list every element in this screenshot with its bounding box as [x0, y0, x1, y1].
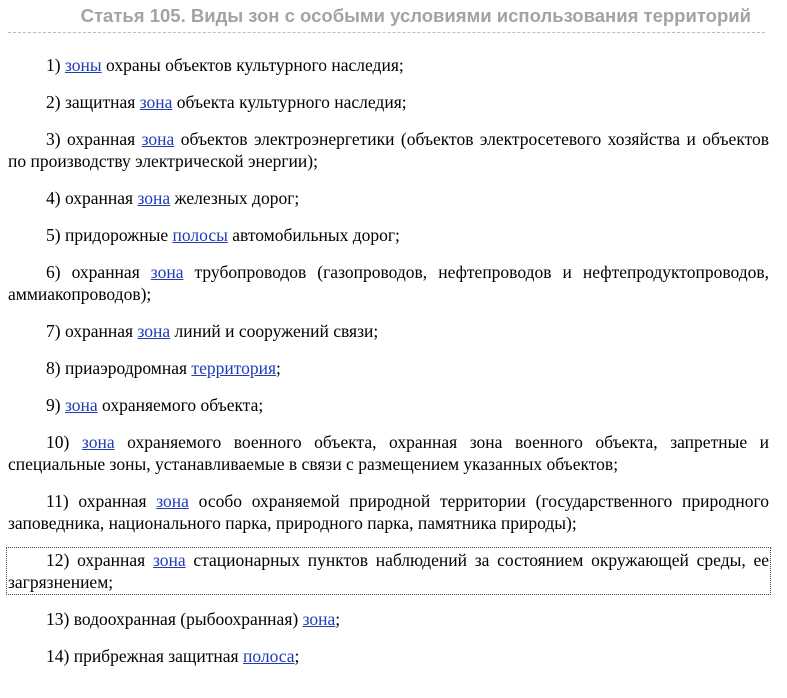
list-item-8: [8, 357, 769, 379]
list-item-3: [8, 128, 769, 172]
term-link[interactable]: зона: [156, 491, 189, 511]
list-item-2: [8, 91, 769, 113]
item-prefix: 5) придорожные: [46, 225, 169, 245]
term-link[interactable]: зона: [302, 609, 336, 629]
item-text: линий и сооружений связи;: [174, 321, 379, 341]
item-text: ;: [335, 609, 341, 629]
item-prefix: 3) охранная: [46, 129, 136, 149]
list-item-10: [8, 431, 769, 475]
item-text: ;: [294, 646, 300, 666]
list-item-4: [8, 187, 769, 209]
list-item-5: [8, 224, 769, 246]
item-prefix: 2) защитная: [46, 92, 136, 112]
item-text: охраняемого военного объекта, охранная зона военного объекта, запретные и специальные зоны, устанавливаемые в связи с размещением указанных объектов;: [8, 432, 770, 474]
list-item-13: [8, 608, 769, 630]
term-link[interactable]: полоса: [242, 646, 295, 666]
term-link[interactable]: зона: [64, 395, 98, 415]
term-link[interactable]: зона: [150, 262, 184, 282]
list-item-1: [8, 54, 769, 76]
term-link[interactable]: территория: [191, 358, 277, 378]
item-text: охраны объектов культурного наследия;: [106, 55, 404, 75]
item-prefix: 7) охранная: [46, 321, 134, 341]
list-item-7: [8, 320, 769, 342]
list-item-6: [8, 261, 769, 305]
list-item-14: [8, 645, 769, 667]
item-prefix: 10): [46, 432, 70, 452]
article-items: [8, 54, 769, 667]
item-prefix: 8) приаэродромная: [46, 358, 188, 378]
item-prefix: 14) прибрежная защитная: [46, 646, 239, 666]
item-prefix: 4) охранная: [46, 188, 134, 208]
term-link[interactable]: зона: [152, 550, 186, 570]
article-header: [8, 0, 765, 33]
item-prefix: 13) водоохранная (рыбоохранная): [46, 609, 299, 629]
term-link[interactable]: зона: [137, 188, 171, 208]
item-prefix: 9): [46, 395, 61, 415]
item-text: железных дорог;: [174, 188, 300, 208]
item-text: автомобильных дорог;: [232, 225, 400, 245]
list-item-9: [8, 394, 769, 416]
term-link[interactable]: зона: [139, 92, 173, 112]
item-prefix: 6) охранная: [46, 262, 140, 282]
term-link[interactable]: зона: [81, 432, 115, 452]
item-prefix: 1): [46, 55, 61, 75]
item-text: объекта культурного наследия;: [176, 92, 407, 112]
item-prefix: 11) охранная: [46, 491, 147, 511]
term-link[interactable]: зоны: [64, 55, 102, 75]
item-prefix: 12) охранная: [46, 550, 146, 570]
term-link[interactable]: зона: [141, 129, 175, 149]
item-text: особо охраняемой природной территории (государственного природного заповедника, национального парка, природного парка, памятника природы);: [8, 491, 770, 533]
article-title: Статья 105. Виды зон с особыми условиями использования территорий: [80, 5, 751, 26]
item-text: стационарных пунктов наблюдений за состоянием окружающей среды, ее загрязнением;: [8, 550, 770, 592]
item-text: объектов электроэнергетики (объектов электросетевого хозяйства и объектов по производству электрической энергии);: [8, 129, 770, 171]
list-item-12: [8, 549, 769, 593]
list-item-11: [8, 490, 769, 534]
item-text: ;: [276, 358, 281, 378]
item-text: охраняемого объекта;: [102, 395, 264, 415]
item-text: трубопроводов (газопроводов, нефтепроводов и нефтепродуктопроводов, аммиакопроводов);: [8, 262, 770, 304]
term-link[interactable]: зона: [137, 321, 171, 341]
term-link[interactable]: полосы: [172, 225, 228, 245]
